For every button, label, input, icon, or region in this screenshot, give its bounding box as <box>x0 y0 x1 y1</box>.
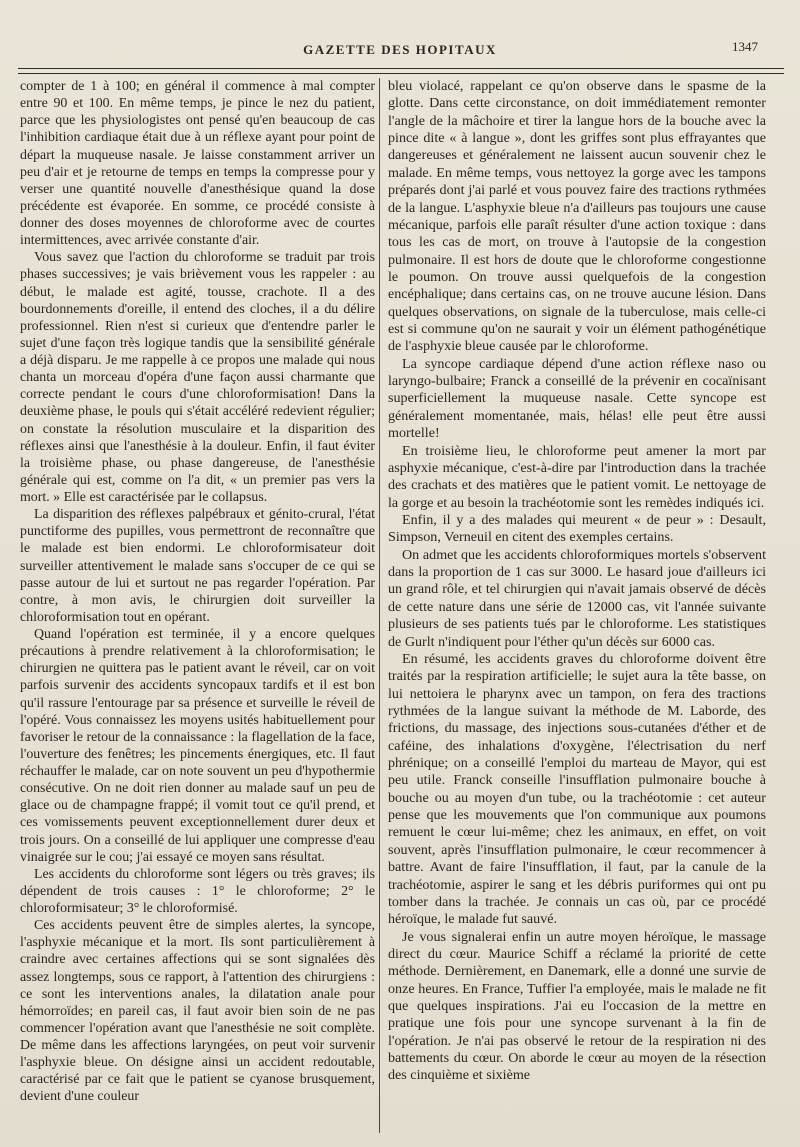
column-divider <box>379 78 380 1133</box>
left-column <box>20 78 375 1106</box>
page-number: 1347 <box>732 39 758 54</box>
paragraph: En troisième lieu, le chloroforme peut amener la mort par asphyxie mécanique, c'est-à-dire par l'introduction dans la trachée des crachats et des matières que le patient vomit. Le nettoyage de la gorge et au besoin la trachéotomie sont les remèdes indiqués ici. <box>388 442 766 511</box>
paragraph: Quand l'opération est terminée, il y a encore quelques précautions à prendre relativement à la chloroformisation; le chirurgien ne quittera pas le patient avant le réveil, car on voit parfois survenir des accidents syncopaux tardifs et il est bon qu'il rassure l'entourage par sa présence et surveille le réveil de l'opéré. Vous connaissez les moyens usités habituellement pour favoriser le retour de la connaissance : la flagellation de la face, l'ouverture des fenêtres; les pincements énergiques, etc. Il faut réchauffer le malade, car on note souvent un peu d'hypothermie consécutive. On ne doit rien donner au malade sauf un peu de glace ou de champagne frappé; il vomit tout ce qu'il prend, et ces vomissements peuvent exceptionnellement durer deux et trois jours. On a conseillé de lui appliquer une compresse d'eau vinaigrée sur le cou; j'ai essayé ce moyen sans résultat. <box>20 627 375 865</box>
right-column <box>388 78 766 1085</box>
paragraph: compter de 1 à 100; en général il commence à mal compter entre 90 et 100. En même temps, je pince le nez du patient, parce que les physiologistes ont pensé qu'en beaucoup de cas l'inhibition cardiaque était due à un réflexe ayant pour point de départ la muqueuse nasale. Je laisse constamment arriver un peu d'air et je retourne de temps en temps la compresse pour y verser une quantité nouvelle d'anesthésique quand la dose précédente est évaporée. En somme, ce procédé consiste à donner des doses moyennes de chloroforme avec de courtes intermittences, avec arrivée constante d'air. <box>20 79 375 249</box>
paragraph: Enfin, il y a des malades qui meurent « de peur » : Desault, Simpson, Verneuil en citent des exemples certains. <box>388 511 766 546</box>
paragraph: Les accidents du chloroforme sont légers ou très graves; ils dépendent de trois causes : 1° le chloroforme; 2° le chloroformisateur; 3° le chloroformisé. <box>20 866 375 916</box>
journal-title: GAZETTE DES HOPITAUX <box>303 42 497 57</box>
paragraph: Ces accidents peuvent être de simples alertes, la syncope, l'asphyxie mécanique et la mort. Ils sont particulièrement à craindre avec certaines affections qui se sont signalées dès assez longtemps, sous ce rapport, à l'attention des chirurgiens : ce sont les interventions anales, la dilatation anale pour hémorroïdes; en pareil cas, il faut avoir bien soin de ne pas commencer l'opération avant que l'anesthésie ne soit complète. De même dans les affections laryngées, on peut voir survenir l'asphyxie bleue. On désigne ainsi un accident redoutable, caractérisé par ce fait que le patient se cyanose brusquement, devient d'une couleur <box>20 918 375 1105</box>
paragraph: Vous savez que l'action du chloroforme se traduit par trois phases successives; je vais brièvement vous les rappeler : au début, le malade est agité, tousse, crachote. Il a des bourdonnements d'oreille, il entend des cloches, il a du délire professionnel. Rien n'est si curieux que d'entendre parler le sujet d'une façon très logique tandis que la sensibilité générale a déjà disparu. Je me rappelle à ce propos une malade qui nous chanta un morceau d'opéra d'une façon aussi charmante que correcte pendant le cours d'une chloroformisation! Dans la deuxième phase, le pouls qui s'était accéléré redevient régulier; on constate la résolution musculaire et la disparition des réflexes ainsi que l'anesthésie à la douleur. Enfin, il faut éviter la troisième phase, ou phase dangereuse, de l'anesthésie générale qui est, comme on l'a dit, « un premier pas vers la mort. » Elle est caractérisée par le collapsus. <box>20 250 375 505</box>
header-double-rule <box>18 68 784 74</box>
running-head <box>0 39 800 62</box>
paragraph: Je vous signalerai enfin un autre moyen héroïque, le massage direct du cœur. Maurice Schiff a réclamé la priorité de cette méthode. Dernièrement, en Danemark, elle a donné une survie de onze heures. En France, Tuffier l'a employée, mais le malade ne fit que quelques inspirations. J'ai eu l'occasion de la mettre en pratique une fois pour une syncope survenant à la fin de l'opération. Je n'ai pas observé le retour de la respiration ni des battements du cœur. On aborde le cœur au moyen de la résection des cinquième et sixième <box>388 928 766 1084</box>
paragraph: En résumé, les accidents graves du chloroforme doivent être traités par la respiration artificielle; le sujet aura la tête basse, on lui nettoiera le pharynx avec un tampon, on fera des tractions rythmées de la langue suivant la méthode de M. Laborde, des frictions, du massage, des injections sous-cutanées d'éther et de caféine, des inhalations d'oxygène, l'électrisation du nerf phrénique; on a conseillé l'emploi du marteau de Mayor, qui est peu utile. Franck conseille l'insufflation pulmonaire bouche à bouche ou au moyen d'un tube, ou la trachéotomie : cet auteur pense que les mouvements que l'on communique aux poumons remuent le cœur lui-même; chez les animaux, en effet, on voit souvent, après l'insufflation pulmonaire, le cœur recommencer à battre. Avant de faire l'insufflation, il faut, par la canule de la trachéotomie, aspirer le sang et les débris puriformes qui ont pu tomber dans la trachée. Je connais un cas où, par ce procédé héroïque, le malade fut sauvé. <box>388 650 766 928</box>
paragraph: La disparition des réflexes palpébraux et génito-crural, l'état punctiforme des pupilles, vous permettront de reconnaître que le malade est bien endormi. Le chloroformisateur doit surveiller attentivement le malade sans s'occuper de ce qui se passe autour de lui et surtout ne pas regarder l'opération. Par contre, à mon avis, le chirurgien doit surveiller la chloroformisation tout en opérant. <box>20 507 375 625</box>
paragraph: La syncope cardiaque dépend d'une action réflexe naso ou laryngo-bulbaire; Franck a conseillé de la prévenir en cocaïnisant superficiellement la muqueuse nasale. Cette syncope est généralement momentanée, mais, hélas! elle peut être aussi mortelle! <box>388 355 766 442</box>
paragraph: On admet que les accidents chloroformiques mortels s'observent dans la proportion de 1 cas sur 3000. Le hasard joue d'ailleurs ici un grand rôle, et tel chirurgien qui n'avait jamais observé de décès de cette nature dans une série de 12000 cas, vit l'année suivante plusieurs de ses patients tués par le chloroforme. Les statistiques de Gurlt n'indiquent pour l'éther qu'un décès sur 6000 cas. <box>388 546 766 650</box>
paragraph: bleu violacé, rappelant ce qu'on observe dans le spasme de la glotte. Dans cette circonstance, on doit immédiatement remonter l'angle de la mâchoire et tirer la langue hors de la bouche avec la pince dite « à langue », dont les griffes sont plus effrayantes que dangereuses et généralement ne laissent aucun souvenir chez le malade. En même temps, vous nettoyez la gorge avec les tampons préparés dont j'ai parlé et vous pouvez faire des tractions rythmées de la langue. L'asphyxie bleue n'a d'ailleurs pas toujours une cause mécanique, parfois elle paraît résulter d'une action toxique : dans tous les cas de mort, on trouve à l'autopsie de la congestion pulmonaire. Il est hors de doute que le chloroforme congestionne le poumon. On trouve aussi quelquefois de la congestion encéphalique; dans certains cas, on ne trouve aucune lésion. Dans quelques observations, on signale de la tuberculose, mais celle-ci est si commune qu'on ne saurait y voir un élément pathogénétique de l'asphyxie bleue causée par le chloroforme. <box>388 78 766 355</box>
